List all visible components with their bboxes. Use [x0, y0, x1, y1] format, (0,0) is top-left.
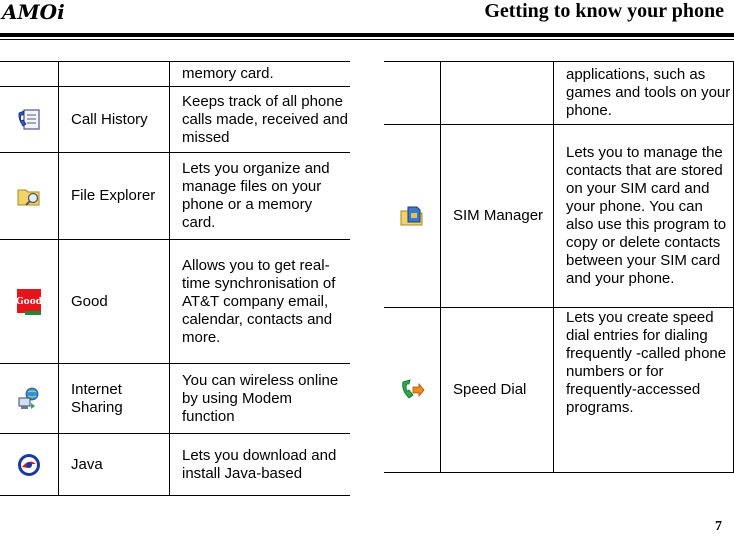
program-name [59, 62, 170, 87]
icon-cell [0, 240, 59, 364]
table-row [0, 434, 350, 496]
right-programs-table [384, 61, 734, 473]
table-row [0, 153, 350, 240]
left-programs-table [0, 61, 350, 496]
program-name: Good [59, 240, 170, 364]
call-history-icon [16, 107, 42, 133]
amoi-logo: AMOi [2, 0, 65, 24]
program-description: Lets you organize and manage files on your phone or a memory card. [182, 160, 330, 231]
good-icon [15, 287, 43, 317]
program-description: Allows you to get real-time synchronisation of AT&T company email, calendar, contacts and more. [182, 256, 336, 346]
program-description: You can wireless online by using Modem function [182, 371, 339, 425]
table-row [0, 240, 350, 364]
program-name: Internet Sharing [59, 364, 170, 434]
sim-manager-icon [399, 203, 425, 229]
program-description: Keeps track of all phone calls made, received and missed [182, 92, 348, 146]
table-row [0, 87, 350, 153]
program-description: applications, such as games and tools on your phone. [554, 62, 734, 125]
table-row [384, 62, 734, 125]
good-icon-label: Good [16, 296, 42, 307]
icon-cell [0, 87, 59, 153]
internet-sharing-icon [16, 386, 42, 412]
program-name: Speed Dial [441, 308, 554, 473]
table-row [0, 62, 350, 87]
page-number: 7 [715, 519, 722, 534]
header-rule-thin [0, 39, 734, 40]
table-row [0, 364, 350, 434]
icon-cell [0, 153, 59, 240]
file-explorer-icon [16, 183, 42, 209]
page-header-title: Getting to know your phone [484, 0, 724, 22]
speed-dial-icon [399, 377, 425, 403]
program-name: File Explorer [59, 153, 170, 240]
icon-cell [0, 62, 59, 87]
icon-cell [0, 364, 59, 434]
program-description: Lets you to manage the contacts that are stored on your SIM card and your phone. You can also use this program to copy or delete contacts between your SIM card and your phone. [554, 125, 734, 308]
table-row [384, 125, 734, 308]
program-description: Lets you download and install Java-based [182, 446, 337, 482]
icon-cell [384, 125, 441, 308]
java-icon [16, 452, 42, 478]
program-name: Call History [59, 87, 170, 153]
icon-cell [0, 434, 59, 496]
program-name [441, 62, 554, 125]
program-description: Lets you create speed dial entries for dialing frequently -called phone numbers or for frequently-accessed programs. [554, 308, 734, 473]
program-name: Java [59, 434, 170, 496]
header-rule-thick [0, 33, 734, 37]
table-row [384, 308, 734, 473]
icon-cell [384, 62, 441, 125]
icon-cell [384, 308, 441, 473]
program-name: SIM Manager [441, 125, 554, 308]
program-description: memory card. [182, 65, 274, 82]
